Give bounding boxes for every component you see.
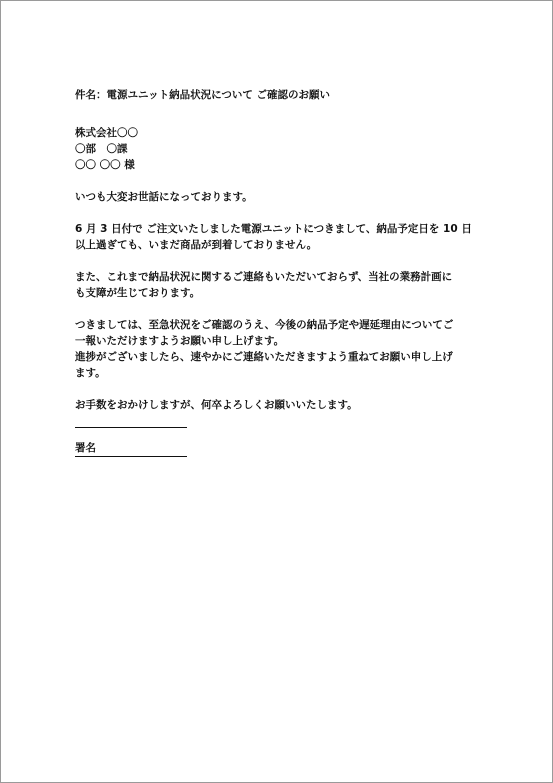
recipient-company: 株式会社〇〇 <box>75 127 138 139</box>
paragraph-line: つきましては、至急状況をご確認のうえ、今後の納品予定や遅延理由についてご <box>75 319 454 331</box>
subject-line: 件名：電源ユニット納品状況について ご確認のお願い <box>75 89 331 101</box>
paragraph-request <box>75 317 487 381</box>
paragraph-impact <box>75 269 487 301</box>
greeting-line: いつも大変お世話になっております。 <box>75 191 253 203</box>
signature-label: 署名 <box>75 442 96 454</box>
paragraph-line: 6 月 3 日付で ご注文いたしました電源ユニットにつきまして、納品予定日を 10 日 <box>75 223 472 235</box>
paragraph-line: 一報いただけますようお願い申し上げます。 <box>75 335 285 347</box>
recipient-department: 〇部 〇課 <box>75 143 128 155</box>
paragraph-line: また、これまで納品状況に関するご連絡もいただいておらず、当社の業務計画に <box>75 271 453 283</box>
paragraph-line: 以上過ぎても、いまだ商品が到着しておりません。 <box>75 239 318 251</box>
letter-body <box>75 87 487 457</box>
paragraph-line: 進捗がございましたら、速やかにご連絡いただきますよう重ねてお願い申し上げ <box>75 351 453 363</box>
paragraph-line: ます。 <box>75 367 106 379</box>
recipient-name: 〇〇 〇〇 様 <box>75 159 135 171</box>
signature-rule-bottom <box>75 456 187 457</box>
closing-line: お手数をおかけしますが、何卒よろしくお願いいたします。 <box>75 399 358 411</box>
paragraph-order-status <box>75 221 487 253</box>
paragraph-line: も支障が生じております。 <box>75 287 201 299</box>
